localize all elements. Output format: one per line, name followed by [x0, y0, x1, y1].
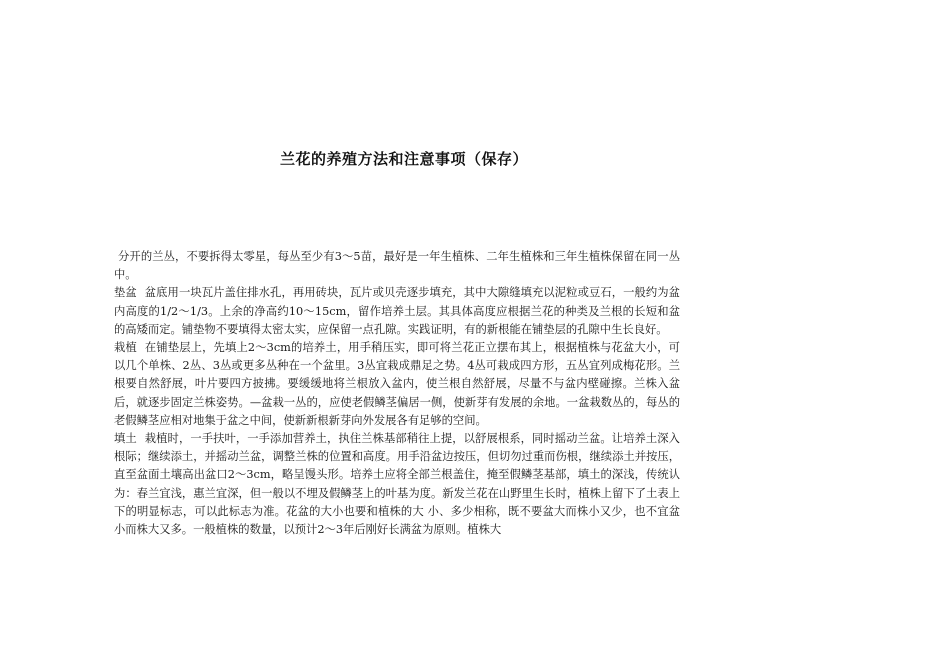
paragraph-text: 栽植时，一手扶叶，一手添加营养土，执住兰株基部稍往上提，以舒展根系，同时摇动兰盆。让培养土深入根际；继续添土，并摇动兰盆，调整兰株的位置和高度。用手沿盆边按压，但切勿过重而伤根，继续添土并按压，直至盆面土壤高出盆口2～3cm，略呈馒头形。培养土应将全部兰根盖住，掩至假鳞茎基部，填土的深浅，传统认为：春兰宜浅，惠兰宜深，但一般以不埋及假鳞茎上的叶基为度。新发兰花在山野里生长时，植株上留下了土表上下的明显标志，可以此标志为准。花盆的大小也要和植株的大 小、多少相称，既不要盆大而株小又少，也不宜盆小而株大又多。一般植株的数量，以预计2～3年后刚好长满盆为原则。植株大	[114, 432, 680, 537]
document-title: 兰花的养殖方法和注意事项（保存）	[280, 150, 529, 168]
paragraph-lead: 填土	[114, 432, 137, 446]
paragraph-intro	[114, 248, 680, 284]
paragraph-lead: 垫盆	[114, 286, 137, 300]
document-body	[114, 248, 680, 539]
paragraph-text: 在铺垫层上，先填上2～3cm的培养土，用手稍压实，即可将兰花正立摆布其上，根据植株与花盆大小，可以几个单株、2丛、3丛或更多丛种在一个盆里。3丛宜栽成鼎足之势。4丛可栽成四方形，五丛宜列成梅花形。兰根要自然舒展，叶片要四方披拂。要缓缓地将兰根放入盆内，使兰根自然舒展，尽量不与盆内壁碰擦。兰株入盆后，就逐步固定兰株姿势。—盆栽一丛的，应使老假鳞茎偏居一侧，使新芽有发展的余地。一盆栽数丛的，每丛的老假鳞茎应相对地集于盆之中间，使新新根新芽向外发展各有足够的空间。	[114, 341, 680, 427]
paragraph-lead: 栽植	[114, 341, 137, 355]
paragraph-tiantu	[114, 430, 680, 539]
paragraph-text: 盆底用一块瓦片盖住排水孔，再用砖块，瓦片或贝壳逐步填充，其中大隙缝填充以泥粒或豆石，一般约为盆内高度的1/2～1/3。上余的净高约10～15cm，留作培养土层。其具体高度应根据兰花的种类及兰根的长短和盆的高矮而定。铺垫物不要填得太密太实，应保留一点孔隙。实践证明，有的新根能在铺垫层的孔隙中生长良好。	[114, 286, 680, 336]
paragraph-text: 分开的兰丛，不要拆得太零星，每丛至少有3～5苗，最好是一年生植株、二年生植株和三年生植株保留在同一丛中。	[114, 250, 680, 282]
paragraph-dianpen	[114, 284, 680, 339]
paragraph-zaizhi	[114, 339, 680, 430]
